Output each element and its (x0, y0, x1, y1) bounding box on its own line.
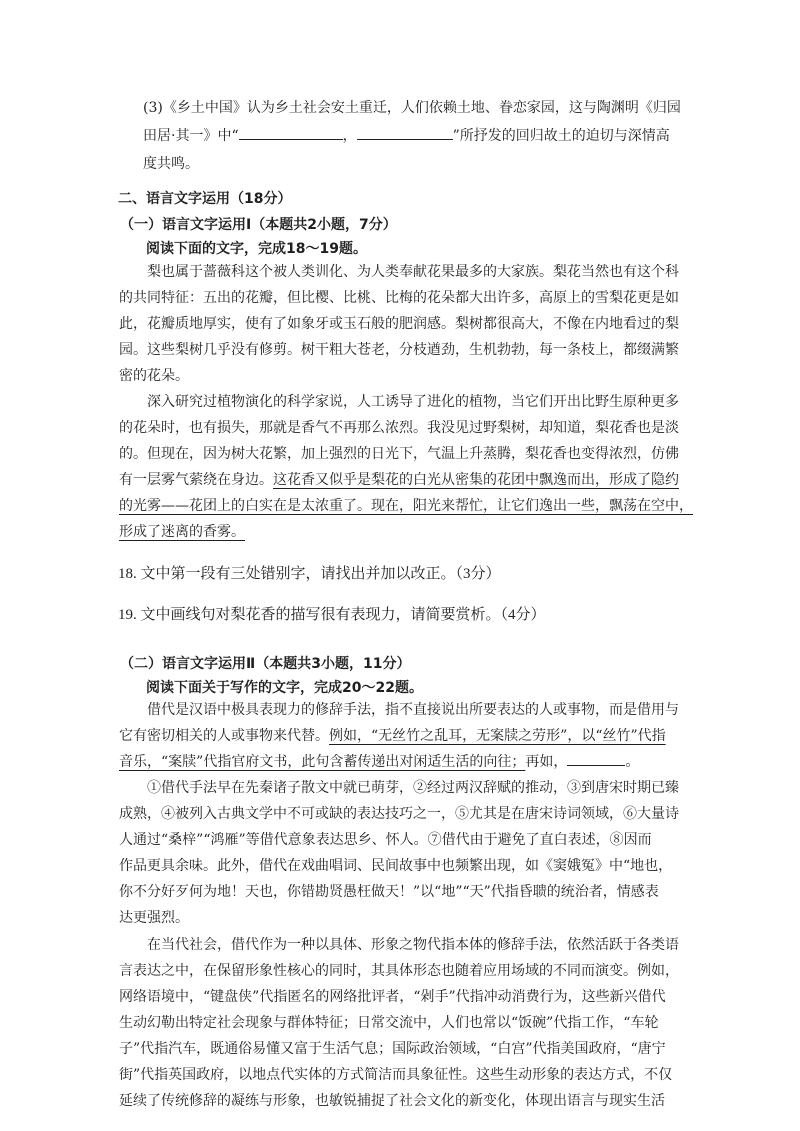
para4-line-4: 作品更具余味。此外，借代在戏曲唱词、民间故事中也频繁出现，如《窦娥冤》中“地也， (119, 858, 673, 874)
part-1-title: （一）语言文字运用Ⅰ（本题共2小题，7分） (120, 217, 397, 233)
question-18: 18. 文中第一段有三处错别字，请找出并加以改正。（3分） (118, 566, 501, 582)
example-fill-blank[interactable] (567, 751, 625, 766)
para1-line-4: 园。这些梨树几乎没有修剪。树干粗大苍老，分枝遒劲，生机勃勃，每一条枝上，都缀满繁 (119, 342, 679, 358)
para3-line2-plain: 它有密切相关的人或事物来代替。 (119, 728, 329, 744)
para3-line-3 (119, 749, 639, 777)
fill-blank-2[interactable] (357, 123, 453, 140)
underlined-sentence-part-1: 这花香又似乎是梨花的白光从密集的花团中飘逸而出，形成了隐约 (273, 472, 679, 488)
item-3-line-3 (143, 151, 743, 179)
para4-line-2: 成熟，④被列入古典文学中不可或缺的表达技巧之一，⑤尤其是在唐宋诗词领域，⑥大量诗 (119, 806, 679, 822)
para5-line-4: 生动幻勒出特定社会现象与群体特征；日常交流中，人们也常以“饭碗”代指工作，“车轮 (119, 1015, 659, 1031)
para5-line-3: 网络语境中，“键盘侠”代指匿名的网络批评者，“剁手”代指冲动消费行为，这些新兴借代 (119, 989, 666, 1005)
item-3-line-2 (143, 123, 743, 151)
para4-line-6: 达更强烈。 (119, 910, 189, 926)
para4-line-1: ①借代手法早在先秦诸子散文中就已萌芽，②经过两汉辞赋的推动，③到唐宋时期已臻 (147, 780, 679, 796)
para5-line-1: 在当代社会，借代作为一种以具体、形象之物代指本体的修辞手法，依然活跃于各类语 (147, 937, 679, 953)
para1-line-1: 梨也属于蔷薇科这个被人类训化、为人类奉献花果最多的大家族。梨花当然也有这个科 (147, 264, 679, 280)
underlined-sentence-part-2: 的光雾——花团上的白实在是太浓重了。现在，阳光来帮忙，让它们逸出一些，飘荡在空中， (119, 498, 693, 514)
para3-line-1: 借代是汉语中极具表现力的修辞手法，指不直接说出所要表达的人或事物，而是借用与 (147, 702, 679, 718)
para1-line-3: 此，花瓣质地厚实，使有了如象牙或玉石般的肥润感。梨树都很高大，不像在内地看过的梨 (119, 316, 679, 332)
underlined-example-part-2: 音乐，“案牍”代指官府文书，此句含蓄传递出对闲适生活的向往； (119, 754, 526, 770)
para2-line4-plain: 有一层雾气萦绕在身边。 (119, 472, 273, 488)
underlined-sentence-part-3: 形成了迷离的香雾。 (119, 524, 245, 540)
para2-line-1: 深入研究过植物演化的科学家说，人工诱导了进化的植物，当它们开出比野生原种更多 (147, 394, 679, 410)
para1-line-5: 密的花朵。 (119, 368, 189, 384)
item-3-prefix: (3)《乡土中国》认为乡土社会安土重迁，人们依赖土地、眷恋家园，这与陶渊明《归园 (143, 100, 681, 116)
para5-line-5: 子”代指汽车，既通俗易懂又富于生活气息；国际政治领域，“白宫”代指美国政府，“唐宁 (119, 1041, 666, 1057)
para2-line-2: 的花朵时，也有损失，那就是香气不再那么浓烈。我没见过野梨树，却知道，梨花香也是淡 (119, 420, 679, 436)
underlined-example-part-1: 例如，“无丝竹之乱耳，无案牍之劳形”，以“丝竹”代指 (329, 728, 666, 744)
para4-line-5: 你不分好歹何为地！天也，你错勘贤愚枉做天！”以“地”“天”代指昏聩的统治者，情感表 (119, 884, 659, 900)
fill-blank-1[interactable] (239, 123, 343, 140)
item-3-line2-start: 田居·其一》中“ (143, 128, 239, 144)
part-1-instruction: 阅读下面的文字，完成18～19题。 (146, 241, 367, 257)
para5-line-6: 街”代指英国政府，以地点代实体的方式简洁而具象征性。这些生动形象的表达方式，不仅 (119, 1067, 673, 1083)
para5-line-7: 延续了传统修辞的凝练与形象，也敏锐捕捉了社会文化的新变化，体现出语言与现实生活 (119, 1093, 665, 1109)
para3-line3-end: 。 (625, 754, 640, 770)
item-3-line3: 度共鸣。 (143, 156, 199, 172)
para3-line-2 (119, 723, 666, 751)
item-3-sep: ， (342, 128, 357, 144)
para1-line-2: 的共同特征：五出的花瓣，但比樱、比桃、比梅的花朵都大出许多，高原上的雪梨花更是如 (119, 290, 679, 306)
part-2-title: （二）语言文字运用Ⅱ（本题共3小题，11分） (120, 656, 411, 672)
part-2-instruction: 阅读下面关于写作的文字，完成20～22题。 (146, 680, 423, 696)
para4-line-3: 人通过“桑梓”“鸿雁”等借代意象表达思乡、怀人。⑦借代由于避免了直白表述，⑧因而 (119, 832, 652, 848)
item-3-line2-end: ”所抒发的回归故土的迫切与深情高 (452, 128, 670, 144)
para2-line-4 (119, 467, 679, 495)
question-19: 19. 文中画线句对梨花香的描写很有表现力，请简要赏析。（4分） (118, 607, 546, 623)
item-3-line-1 (143, 95, 743, 123)
para2-line-3: 的。但现在，因为树大花繁，加上强烈的日光下，气温上升蒸腾，梨花香也变得浓烈，仿佛 (119, 446, 679, 462)
section-2-title: 二、语言文字运用（18分） (118, 191, 292, 207)
para5-line-2: 言表达之中，在保留形象性核心的同时，其具体形态也随着应用场域的不同而演变。例如， (119, 963, 679, 979)
para3-line3-tail: 再如， (525, 754, 568, 770)
